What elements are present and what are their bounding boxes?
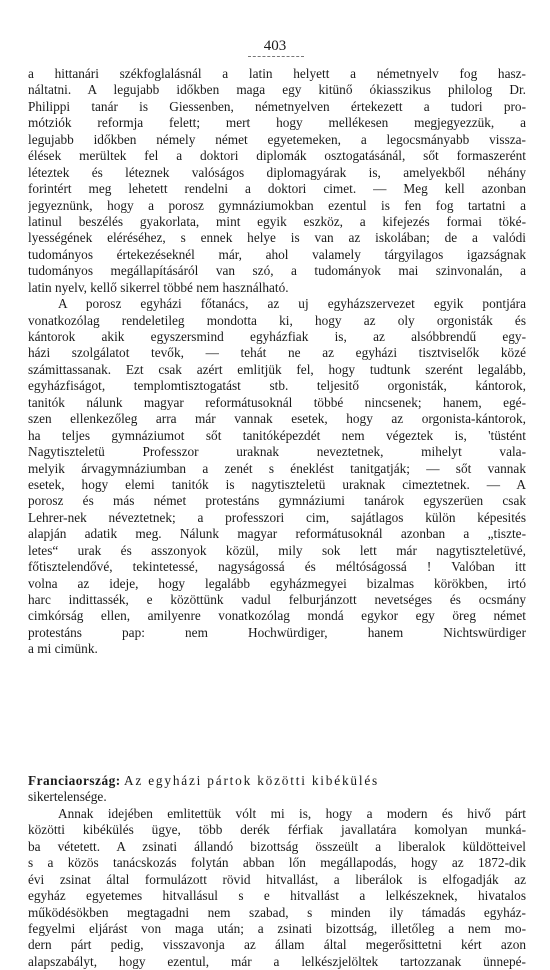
text-line: ba vétetett. A zsinati állandó bizottság összeült a liberalok küldötteivel xyxy=(28,838,526,854)
text-line: legujabb időkben némely német egyetemeken, a legocsmányabb vissza- xyxy=(28,131,526,147)
text-line: lyességének eléréséhez, s ennek helye is van az iskolában; de a valódi xyxy=(28,230,526,246)
page-number: 403 xyxy=(263,38,287,54)
text-line: letes“ urak és asszonyok közül, mily sok lett már nagytiszteletüvé, xyxy=(28,542,526,558)
text-line: Philippi tanár is Giessenben, németnyelven értekezett a tudori pro- xyxy=(28,98,526,114)
text-line: s a közös tanácskozás folytán abban lőn megállapodás, hogy az 1872-dik xyxy=(28,855,526,871)
text-line: tudományos értekezéseknél már, ahol valamely tárgyilagos igazságnak xyxy=(28,246,526,262)
section-heading-title-continued: sikertelensége. xyxy=(28,789,107,805)
text-line: alapján adatik meg. Nálunk magyar reformátusoknál azonban a „tiszte- xyxy=(28,526,526,542)
text-line: Lehrer-nek néveztetnek; a professzori cim, sajátlagos külön képesités xyxy=(28,509,526,525)
text-line: melyik árvagymnáziumban a zenét s éneklést tanitgatják; — sőt vannak xyxy=(28,460,526,476)
text-line: porosz és más német protestáns gymnáziumi tanárok egyszerüen csak xyxy=(28,493,526,509)
text-line: ha teljes gymnáziumot sőt tanitóképezdét nem végeztek is, 'tüstént xyxy=(28,427,526,443)
text-line: alapszabályt, hogy ezentul, már a lelkészjelöltek tartozzanak ünnepé- xyxy=(28,953,526,969)
text-line: harc indittassék, e közöttünk vadul felburjánzott nevetséges és ocsmány xyxy=(28,592,526,607)
text-line: latinul beszélés gyakorlata, mint egyik eszköz, a kifejezés formai töké- xyxy=(28,213,526,229)
text-line: volna az ideje, hogy legalább egyházmegyei bizalmas körökben, irtó xyxy=(28,575,526,591)
section-heading-title: Az egyházi pártok közötti kibékülés xyxy=(124,773,380,788)
header-rule xyxy=(248,56,304,57)
text-line: házi szolgálatot tevők, — tehát ne az egyházi tisztviselők közé xyxy=(28,345,526,361)
text-line: náltatni. A legujabb időkben maga egy kitünő ókiasszikus philolog Dr. xyxy=(28,82,526,98)
text-line: mótziók reformja felett; mert hogy mellékesen megjegyezzük, a xyxy=(28,115,526,131)
text-line: számittassanak. Ezt csak azért emlitjük fel, hogy tudtunk szerént legalább, xyxy=(28,361,526,377)
text-line: kántorok akik egyszersmind egyházfiak is, az alsóbbrendű egy- xyxy=(28,329,526,344)
text-line: Annak idejében emlitettük vólt mi is, hogy a modern és hivő párt xyxy=(58,805,526,821)
text-line: a mi cimünk. xyxy=(28,641,98,657)
section-heading-label: Franciaország: xyxy=(28,773,121,788)
text-line: Nagytiszteletü Professzor uraknak neveztetnek, mihelyt vala- xyxy=(28,444,526,460)
text-line: évi zsinat által formulázott rövid hitvallást, a liberálok is elfogadják az xyxy=(28,871,526,887)
text-line: működésökben megtagadni nem szabad, s minden ily támadás egyház- xyxy=(28,904,526,920)
text-line: egyházfiságot, templomtisztogatást stb. teljesitő orgonisták, kántorok, xyxy=(28,378,526,394)
text-line: tudományos megállapításáról van szó, a tudományok mai szinvonalán, a xyxy=(28,263,526,279)
text-line: léteztek és léteznek valóságos diplomagyárak is, amelyekből néhány xyxy=(28,164,526,180)
text-line: jegyeznünk, hogy a porosz gymnáziumokban ezentul is fen fog tartatni a xyxy=(28,197,526,213)
text-line: élések merültek fel a doktori diplomák osztogatásánál, sőt formaszerént xyxy=(28,148,526,164)
text-block-lower xyxy=(28,773,526,970)
text-line: egyház egyetemes hitvallásul s e hitvallást a lelkészeknek, hivatalos xyxy=(28,888,526,904)
text-line: esetek, hogy elemi tanitók is nagytiszteletü uraknak cimeztetnek. — A xyxy=(28,476,526,492)
text-line: a hittanári székfoglalásnál a latin helyett a németnyelv fog hasz- xyxy=(28,66,526,81)
text-line: szen ellenkezőleg arra már vannak esetek, hogy az orgonista-kántorok, xyxy=(28,411,526,427)
text-line: latin nyelv, kellő sikerrel többé nem használható. xyxy=(28,279,289,295)
text-line: protestáns pap: nem Hochwürdiger, hanem Nichtswürdiger xyxy=(28,624,526,640)
section-heading xyxy=(28,773,526,789)
text-line: vonatkozólag rendeletileg mondotta ki, hogy az oly orgonisták és xyxy=(28,312,526,328)
text-line: A porosz egyházi főtanács, az uj egyházszervezet egyik pontjára xyxy=(58,296,526,312)
text-line: tanitók nálunk magyar reformátusoknál többé nincsenek; hanem, egé- xyxy=(28,394,526,410)
text-line: cimkórság ellen, amilyenre vonatkozólag mondá egykor egy öreg német xyxy=(28,608,526,624)
text-block-upper xyxy=(28,66,526,658)
text-line: forintért meg lehetett rendelni a doktori cimet. — Meg kell azonban xyxy=(28,181,526,197)
text-line: közötti kibékülés ügye, több derék férfiak javallatára komolyan munká- xyxy=(28,822,526,838)
text-line: fegyelmi eljárást von maga után; a zsinati bizottság, illetőleg a nem mo- xyxy=(28,920,526,936)
text-line: dern párt pedig, visszavonja az állam által megerősittetni kért azon xyxy=(28,937,526,953)
text-line: főtisztelendővé, tekintetessé, nagyságossá és méltóságossá ! Valóban itt xyxy=(28,559,526,575)
